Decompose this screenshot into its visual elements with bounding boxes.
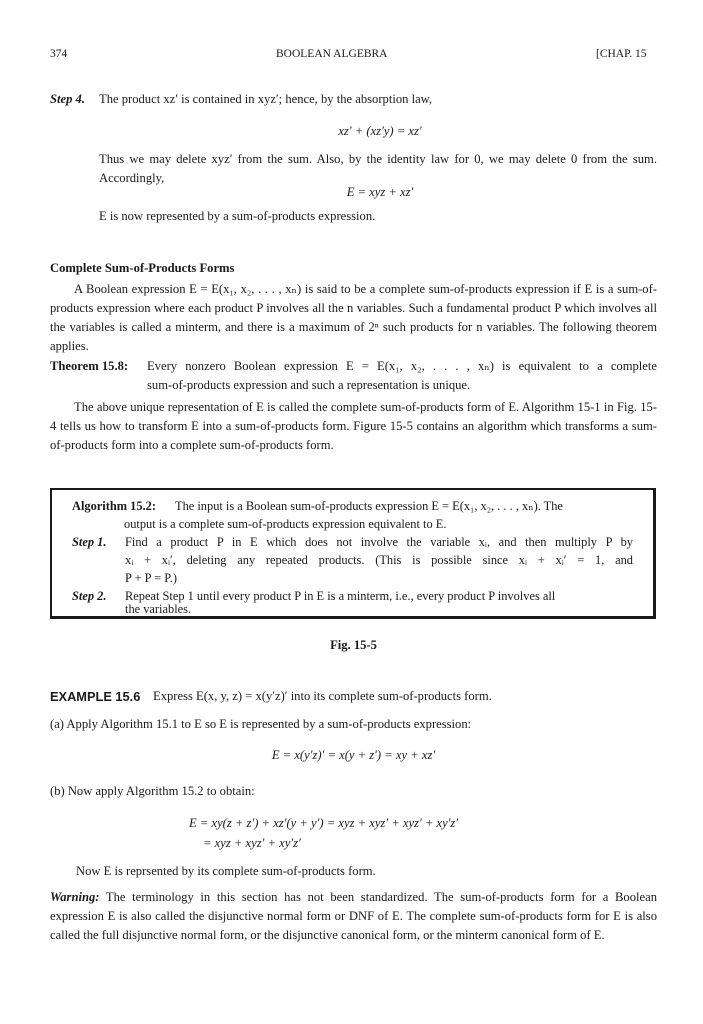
warning-label: Warning: — [50, 890, 100, 904]
algorithm-box — [50, 488, 656, 619]
running-title: BOOLEAN ALGEBRA — [276, 48, 388, 60]
section-heading: Complete Sum-of-Products Forms — [50, 261, 235, 275]
step4-line1: The product xz′ is contained in xyz′; hence, by the absorption law, — [99, 92, 433, 106]
page-number: 374 — [50, 48, 68, 60]
example-equation-b2: = xyz + xyz′ + xy′z′ — [203, 836, 301, 850]
theorem-line-2: sum-of-products expression and such a representation is unique. — [147, 378, 471, 392]
algorithm-step1-line-3: P + P = P.) — [125, 571, 177, 585]
example-title: Express E(x, y, z) = x(y′z)′ into its complete sum-of-products form. — [153, 689, 492, 703]
example-part-b: (b) Now apply Algorithm 15.2 to obtain: — [50, 784, 255, 798]
warning-paragraph — [50, 888, 657, 945]
algorithm-step1-line-2: xᵢ + xᵢ′, deleting any repeated products. (This is possible since xᵢ + xᵢ′ = 1, and — [125, 553, 633, 567]
figure-caption: Fig. 15-5 — [330, 638, 377, 652]
algorithm-label: Algorithm 15.2: — [72, 499, 156, 513]
step4-equation-absorption: xz′ + (xz′y) = xz′ — [338, 124, 422, 138]
theorem-label: Theorem 15.8: — [50, 359, 129, 373]
theorem-line-1: Every nonzero Boolean expression E = E(x₁, x₂, . . . , xₙ) is equivalent to a complete — [147, 359, 657, 373]
chapter-label: [CHAP. 15 — [596, 48, 647, 60]
section-paragraph-2: The above unique representation of E is called the complete sum-of-products form of E. Algorithm 15-1 in Fig. 15-4 tells us how to transform E into a sum-of-products form. Figure 15-5 contains an algorithm which transforms a sum-of-products form into a complete sum-of-products form. — [50, 400, 657, 452]
algorithm-step2-line-2: the variables. — [125, 602, 192, 616]
step4-label: Step 4. — [50, 92, 85, 106]
warning-text: The terminology in this section has not been standardized. The sum-of-products form for a Boolean expression E is also called the disjunctive normal form or DNF of E. The complete sum-of-products form for E is also called the full disjunctive normal form, or the disjunctive canonical form, or the minterm canonical form of E. — [50, 890, 657, 942]
algorithm-line-2: output is a complete sum-of-products expression equivalent to E. — [124, 517, 447, 531]
step4-equation-result: E = xyz + xz′ — [346, 185, 414, 199]
example-label: EXAMPLE 15.6 — [50, 689, 141, 704]
algorithm-step2-line-1: Repeat Step 1 until every product P in E is a minterm, i.e., every product P involves all — [125, 589, 556, 603]
algorithm-step1-label: Step 1. — [72, 535, 107, 549]
algorithm-step2-label: Step 2. — [72, 589, 107, 603]
example-conclusion: Now E is reprsented by its complete sum-of-products form. — [76, 864, 376, 878]
example-equation-b1: E = xy(z + z′) + xz′(y + y′) = xyz + xyz′ + xyz′ + xy′z′ — [189, 816, 459, 830]
algorithm-step1-line-1: Find a product P in E which does not involve the variable xᵢ, and then multiply P by — [125, 535, 633, 549]
algorithm-line-1: The input is a Boolean sum-of-products expression E = E(x₁, x₂, . . . , xₙ). The — [175, 499, 563, 513]
step4-paragraph: Thus we may delete xyz′ from the sum. Also, by the identity law for 0, we may delete 0 from the sum. Accordingly, — [99, 152, 657, 185]
section-paragraph-1: A Boolean expression E = E(x₁, x₂, . . . , xₙ) is said to be a complete sum-of-products expression if E is a sum-of-products expression where each product P involves all the n variables. Such a fundamental product P which involves all the variables is called a minterm, and there is a maximum of 2ⁿ such products for n variables. The following theorem applies. — [50, 282, 657, 353]
example-equation-a: E = x(y′z)′ = x(y + z′) = xy + xz′ — [271, 748, 436, 762]
step4-conclusion: E is now represented by a sum-of-products expression. — [99, 209, 376, 223]
example-part-a: (a) Apply Algorithm 15.1 to E so E is represented by a sum-of-products expression: — [50, 717, 472, 731]
